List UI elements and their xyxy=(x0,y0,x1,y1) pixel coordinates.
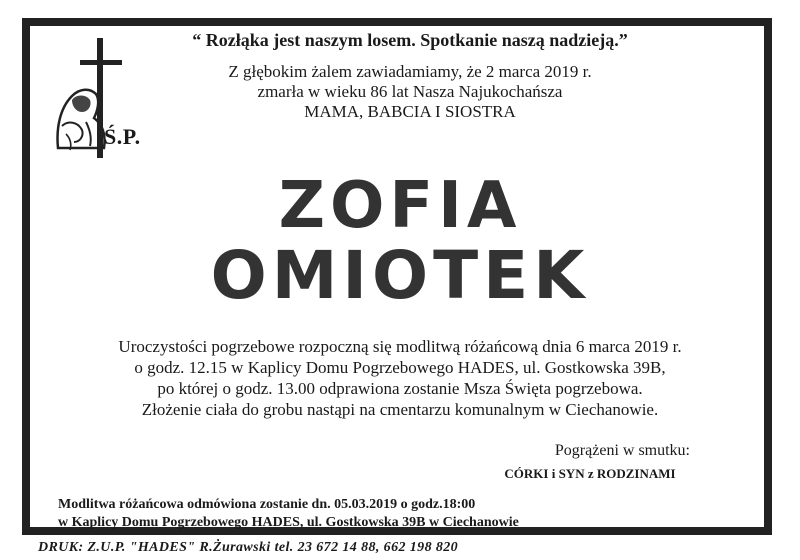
ceremony-line: po której o godz. 13.00 odprawiona zostanie Msza Święta pogrzebowa. xyxy=(157,379,643,398)
sp-abbreviation: Ś.P. xyxy=(104,124,141,149)
epitaph-quote: “ Rozłąka jest naszym losem. Spotkanie naszą nadzieją.” xyxy=(192,30,628,50)
intro-line: zmarła w wieku 86 lat Nasza Najukochańsza xyxy=(257,82,563,101)
printer-footer: DRUK: Z.U.P. "HADES" R.Żurawski tel. 23 672 14 88, 662 198 820 xyxy=(38,540,459,555)
ceremony-line: o godz. 12.15 w Kaplicy Domu Pogrzebowego HADES, ul. Gostkowska 39B, xyxy=(134,358,666,377)
ceremony-line: Uroczystości pogrzebowe rozpoczną się modlitwą różańcową dnia 6 marca 2019 r. xyxy=(118,337,682,356)
rosary-line: w Kaplicy Domu Pogrzebowego HADES, ul. Gostkowska 39B w Ciechanowie xyxy=(58,515,519,530)
deceased-first-name: ZOFIA xyxy=(278,169,522,243)
intro-line: MAMA, BABCIA I SIOSTRA xyxy=(304,102,516,121)
mourners-label: Pogrążeni w smutku: xyxy=(554,442,690,459)
rosary-notice xyxy=(58,496,519,532)
intro-line: Z głębokim żalem zawiadamiamy, że 2 marca 2019 r. xyxy=(228,62,592,81)
ceremony-line: Złożenie ciała do grobu nastąpi na cmentarzu komunalnym w Ciechanowie. xyxy=(141,400,659,419)
rosary-line: Modlitwa różańcowa odmówiona zostanie dn. 05.03.2019 o godz.18:00 xyxy=(58,497,476,512)
deceased-last-name: OMIOTEK xyxy=(210,237,590,314)
announcement-intro xyxy=(150,62,670,122)
mourners-block xyxy=(470,441,770,484)
mourners-family: CÓRKI i SYN z RODZINAMI xyxy=(504,466,676,481)
funeral-ceremony-details xyxy=(60,336,740,420)
